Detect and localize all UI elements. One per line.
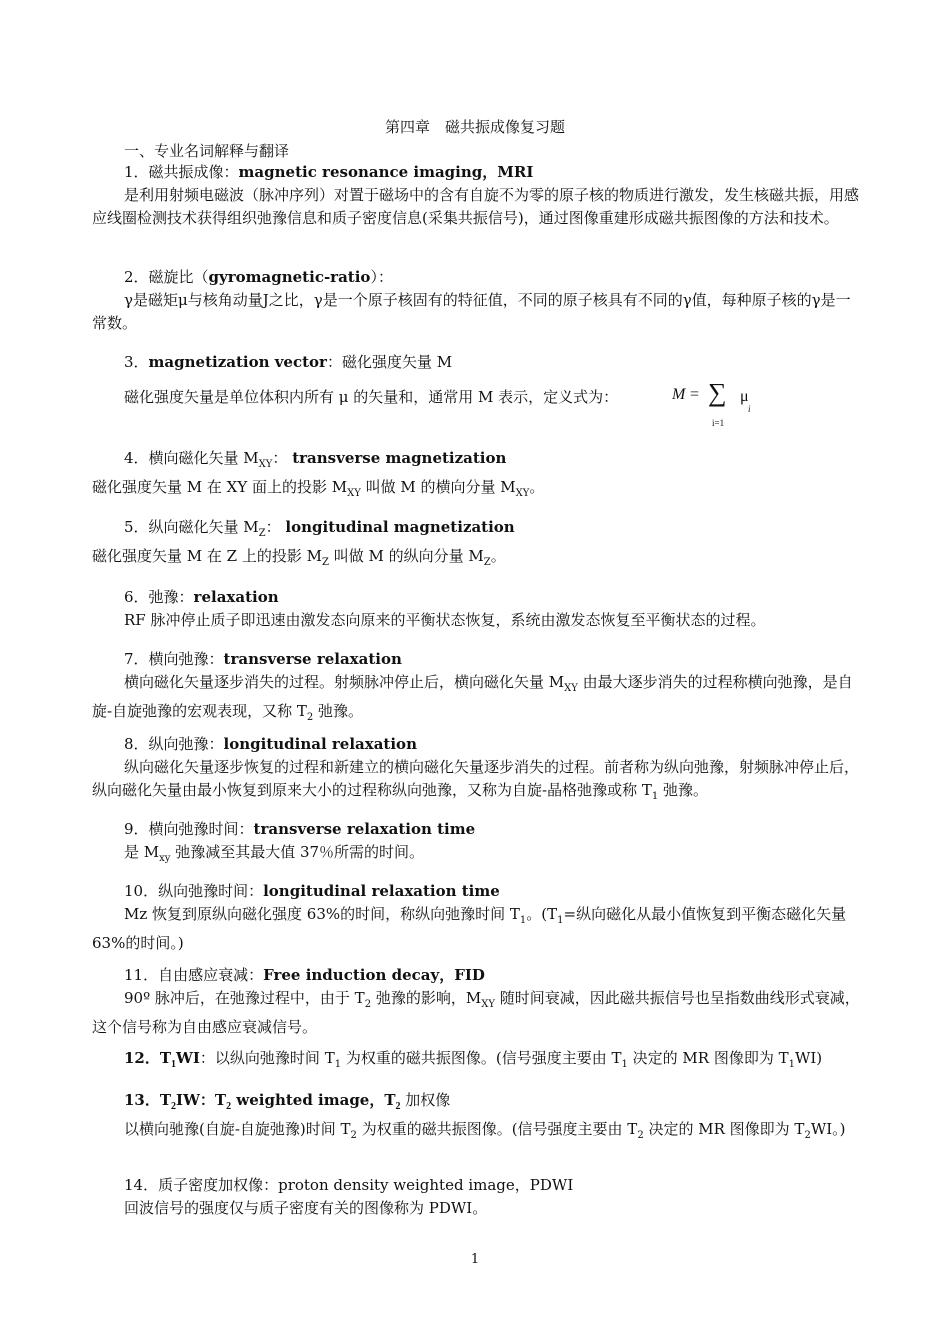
entry-body: Mz 恢复到原纵向磁化强度 63%的时间，称纵向弛豫时间 $T_1$。($T_1=$纵向磁化从最小值恢复到平衡态磁化矢量 63%的时间。) [92,905,847,952]
entry-7 [92,648,862,729]
entry-2 [92,266,862,335]
entry-heading: 14．质子密度加权像：proton density weighted image，PDWI [124,1176,574,1194]
entry-heading: 1．磁共振成像：magnetic resonance imaging，MRI [124,163,534,181]
entry-body: 横向磁化矢量逐步消失的过程。射频脉冲停止后，横向磁化矢量 $M_{XY}$ 由最大逐步消失的过程称横向弛豫，是自旋-自旋弛豫的宏观表现，又称 $T_2$ 弛豫。 [92,673,853,723]
entry-heading: 3．magnetization vector：磁化强度矢量 M [124,353,453,371]
entry-1 [92,161,862,230]
entry-heading: 12．$T_1WI$：以纵向弛豫时间 $T_1$ 为权重的磁共振图像。(信号强度主要由 $T_1$ 决定的 MR 图像即为 $T_1WI$) [124,1049,823,1070]
entry-body: γ是磁矩μ与核角动量J之比，γ是一个原子核固有的特征值，不同的原子核具有不同的γ值，每种原子核的γ是一常数。 [92,291,851,332]
entry-body: 以横向驰豫(自旋-自旋弛豫)时间 $T_2$ 为权重的磁共振图像。(信号强度主要由 $T_2$ 决定的 MR 图像即为 $T_2WI$。) [124,1120,846,1141]
entry-8 [92,733,862,808]
entry-13 [92,1089,862,1147]
entry-body: 磁化强度矢量 M 在 XY 面上的投影 $M_{XY}$ 叫做 M 的横向分量 $M_{XY}$。 [92,478,545,499]
entry-body: 磁化强度矢量 M 在 Z 上的投影 $M_Z$ 叫做 M 的纵向分量 $M_Z$。 [92,547,506,568]
entry-heading: 8．纵向弛豫：longitudinal relaxation [124,735,417,753]
page-number: 1 [470,1252,480,1267]
entry-5 [92,516,862,574]
entry-body: 90º 脉冲后，在弛豫过程中，由于 $T_2$ 弛豫的影响，$M_{XY}$ 随时间衰减，因此磁共振信号也呈指数曲线形式衰减，这个信号称为自由感应衰减信号。 [92,989,860,1036]
entry-heading: 6．弛豫：relaxation [124,588,279,606]
entry-body: RF 脉冲停止质子即迅速由激发态向原来的平衡状态恢复，系统由激发态恢复至平衡状态的过程。 [124,611,766,629]
entry-body: 是利用射频电磁波（脉冲序列）对置于磁场中的含有自旋不为零的原子核的物质进行激发，发生核磁共振，用感应线圈检测技术获得组织弛豫信息和质子密度信息(采集共振信号)，通过图像重建形成磁共振图像的方法和技术。 [92,186,860,227]
magnetization-formula: M = ∑ μ i i=1 [672,378,751,428]
entry-11 [92,964,862,1039]
entry-10 [92,880,862,955]
entry-body: 纵向磁化矢量逐步恢复的过程和新建立的横向磁化矢量逐步消失的过程。前者称为纵向弛豫，射频脉冲停止后，纵向磁化矢量由最小恢复到原来大小的过程称纵向弛豫，又称为自旋-晶格弛豫或称 $T_1$ 弛豫。 [92,758,860,802]
entry-body: 回波信号的强度仅与质子密度有关的图像称为 PDWI。 [124,1199,488,1217]
entry-heading: 10．纵向弛豫时间：longitudinal relaxation time [124,882,500,900]
entry-6 [92,586,862,632]
section-title: 一、专业名词解释与翻译 [124,142,290,160]
entry-heading: 9．横向弛豫时间：transverse relaxation time [124,820,476,838]
entry-body: 磁化强度矢量是单位体积内所有 μ 的矢量和，通常用 M 表示，定义式为： [124,388,619,406]
entry-heading: 13．$T_2IW$：$T_2$ weighted image，$T_2$ 加权像 [124,1091,451,1112]
entry-heading: 5．纵向磁化矢量 $M_Z$： longitudinal magnetization [124,518,515,539]
entry-heading: 2．磁旋比（gyromagnetic-ratio）： [124,268,393,286]
entry-4 [92,447,862,505]
entry-heading: 4．横向磁化矢量 $M_{XY}$： transverse magnetization [124,449,507,470]
entry-heading: 11．自由感应衰减：Free induction decay，FID [124,966,485,984]
chapter-title: 第四章 磁共振成像复习题 [384,118,565,136]
entry-14 [92,1174,862,1220]
entry-9 [92,818,862,870]
entry-12 [92,1047,872,1076]
entry-heading: 7．横向弛豫：transverse relaxation [124,650,402,668]
entry-body: 是 $M_{xy}$ 弛豫减至其最大值 37％所需的时间。 [124,843,425,864]
